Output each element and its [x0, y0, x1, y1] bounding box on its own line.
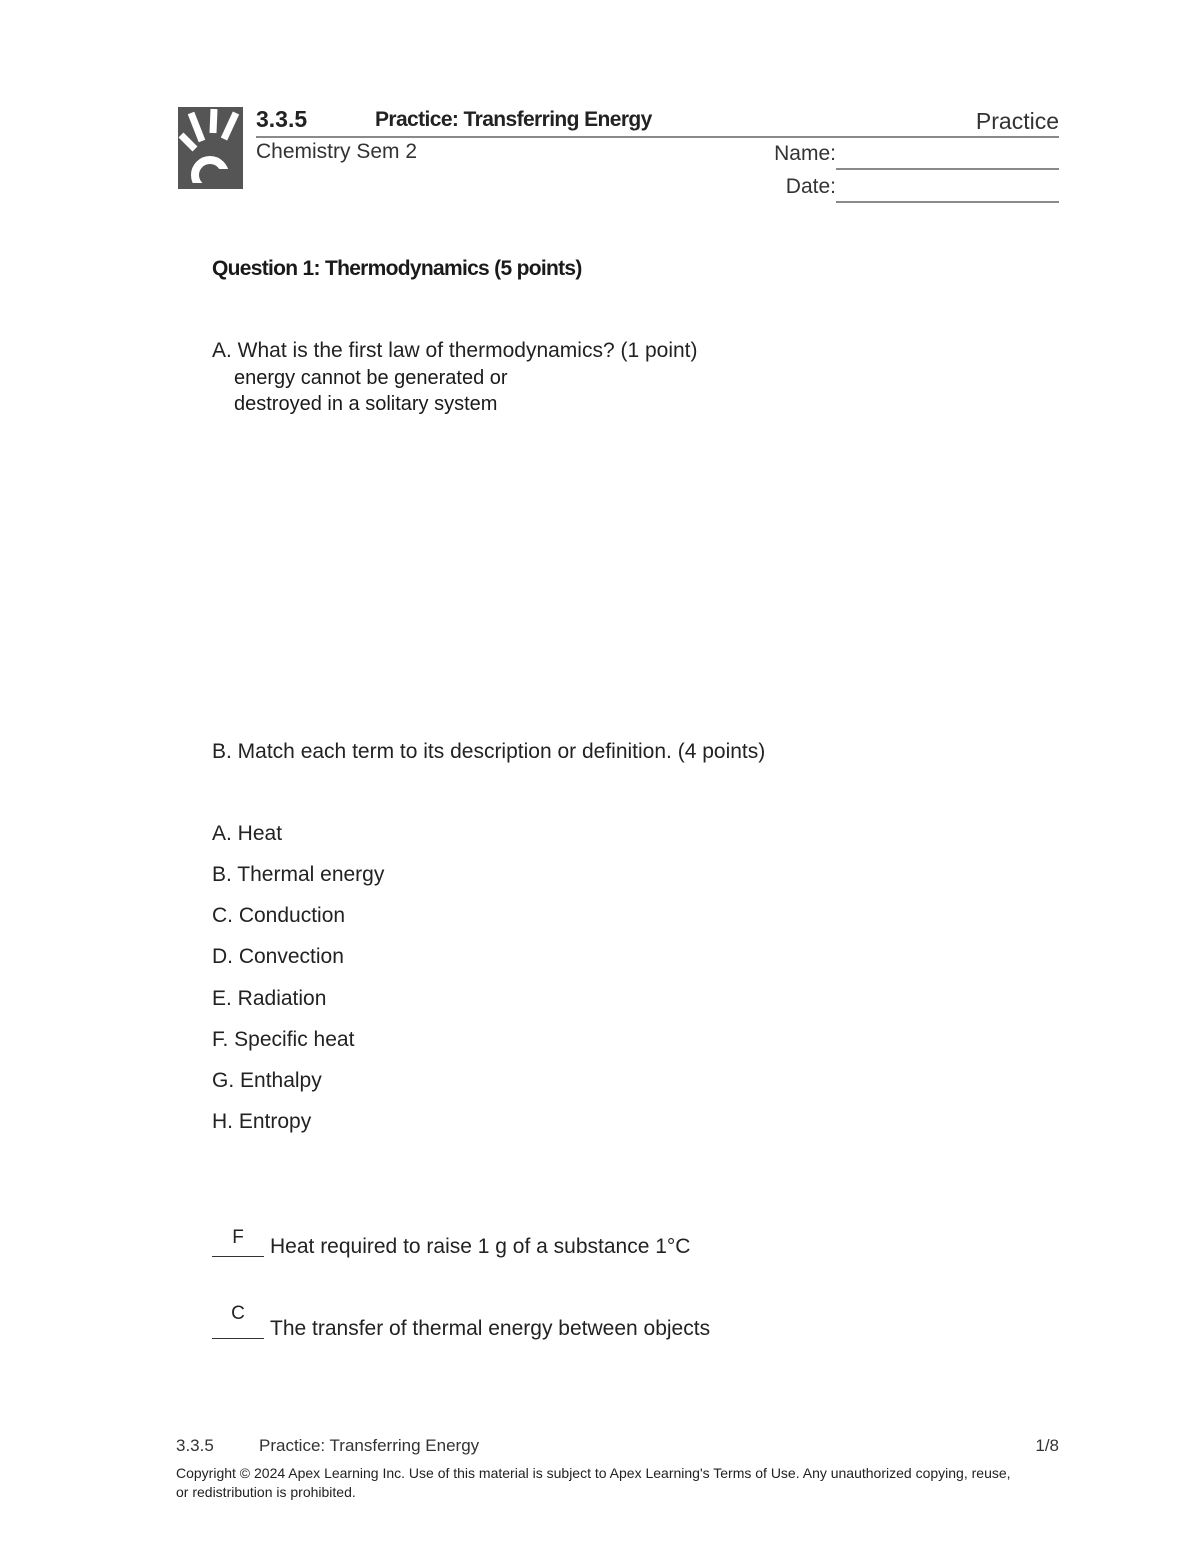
- lesson-title: Practice: Transferring Energy: [375, 108, 652, 131]
- name-label: Name:: [774, 142, 836, 165]
- course-name: Chemistry Sem 2: [256, 140, 418, 163]
- question-heading: Question 1: Thermodynamics (5 points): [212, 257, 582, 280]
- part-a-prompt: A. What is the first law of thermodynamics? (1 point): [212, 339, 698, 362]
- match-answer-blank[interactable]: C: [231, 1303, 245, 1324]
- match-blank-line: [212, 1338, 264, 1339]
- date-field[interactable]: [836, 201, 1059, 203]
- header-divider: [256, 136, 1059, 138]
- apex-learning-logo-icon: [178, 107, 243, 189]
- copyright-notice: Copyright © 2024 Apex Learning Inc. Use of this material is subject to Apex Learning's Terms of Use. Any unauthorized copying, reuse, or redistribution is prohibited.: [176, 1465, 1011, 1500]
- part-a-answer-line[interactable]: destroyed in a solitary system: [234, 393, 498, 415]
- footer-lesson-title: Practice: Transferring Energy: [259, 1436, 480, 1455]
- lesson-number: 3.3.5: [256, 106, 308, 132]
- term-item: H. Entropy: [212, 1110, 312, 1133]
- date-label: Date:: [785, 175, 836, 198]
- match-answer-blank[interactable]: F: [232, 1227, 244, 1248]
- footer-lesson-number: 3.3.5: [176, 1436, 214, 1455]
- match-blank-line: [212, 1256, 264, 1257]
- part-a-answer-line[interactable]: energy cannot be generated or: [234, 367, 508, 389]
- name-field[interactable]: [836, 168, 1059, 170]
- match-description: Heat required to raise 1 g of a substance 1°C: [270, 1235, 691, 1258]
- term-item: G. Enthalpy: [212, 1069, 322, 1092]
- term-item: A. Heat: [212, 822, 283, 845]
- term-item: E. Radiation: [212, 987, 327, 1010]
- term-item: D. Convection: [212, 945, 344, 968]
- activity-type: Practice: [975, 108, 1059, 134]
- match-description: The transfer of thermal energy between objects: [270, 1317, 711, 1340]
- term-item: B. Thermal energy: [212, 863, 385, 886]
- page-number: 1/8: [1035, 1436, 1059, 1455]
- term-item: F. Specific heat: [212, 1028, 355, 1051]
- part-b-prompt: B. Match each term to its description or definition. (4 points): [212, 740, 766, 763]
- term-item: C. Conduction: [212, 904, 346, 927]
